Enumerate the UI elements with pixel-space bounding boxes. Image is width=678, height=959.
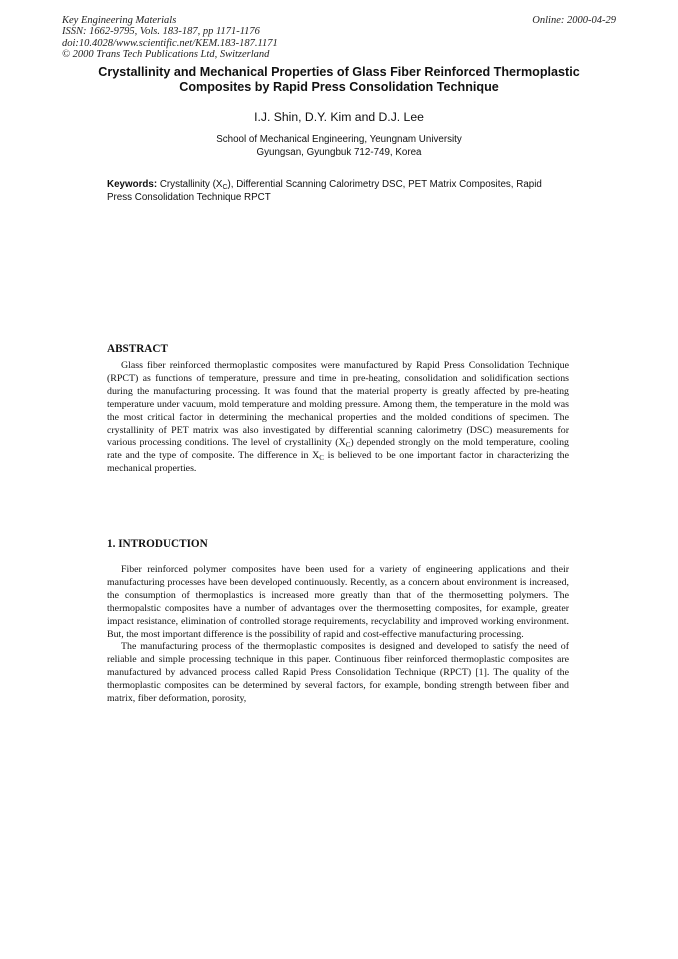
affiliation (0, 134, 678, 159)
abstract-body (107, 360, 569, 476)
introduction-body (107, 564, 569, 706)
keywords-label: Keywords: (107, 179, 158, 190)
abstract-heading: ABSTRACT (107, 343, 168, 355)
abstract-text-1: Glass fiber reinforced thermoplastic composites were manufactured by Rapid Press Consolidation Technique (RPCT) as functions of temperature, pressure and time in pre-heating, consolidation and solidification sections during the manufacturing processing. It was found that the material property is greatly affected by pre-heating temperature under vacuum, mold temperature and molding pressure. Among them, the temperature in the mold was the most critical factor in determining the mechanical properties and the molded conditions of specimen. The crystallinity of PET matrix was also investigated by differential scanning calorimetry (DSC) measurements for various processing conditions. The level of crystallinity (X (107, 360, 569, 449)
introduction-paragraph-1: Fiber reinforced polymer composites have been used for a variety of engineering applications and their manufacturing processes have been developed continuously. Recently, as a concern about environment is increased, the consumption of thermoplastics is increased more greatly than that of the thermosetting polymers. The thermopalstic composites have a number of advantages over the thermosetting composites, for example, greater impact resistance, elimination of controlled storage requirements, recyclability and improved working environment. But, the most important difference is the possibility of rapid and cost-effective manufacturing processing. (107, 564, 569, 640)
keywords (107, 178, 567, 204)
abstract-text-3: is believed to be one important factor in characterizing the mechanical properties. (107, 450, 569, 475)
abstract-subscript-1: C (345, 441, 351, 450)
doi-line: doi:10.4028/www.scientific.net/KEM.183-187.1171 (62, 37, 278, 49)
journal-name: Key Engineering Materials (62, 15, 177, 26)
keywords-subscript: C (222, 184, 228, 191)
abstract-subscript-2: C (319, 454, 324, 463)
keywords-text-1: Crystallinity (X (159, 179, 223, 190)
journal-header (62, 15, 278, 61)
introduction-paragraph-2: The manufacturing process of the thermoplastic composites is designed and developed to satisfy the need of reliable and simple processing technique in this paper. Continuous fiber reinforced thermoplastic composites are manufactured by advanced process called Rapid Press Consolidation Technique (RPCT) [1]. The quality of the thermoplastic composites can be determined by several factors, for example, bonding strength between fiber and matrix, fiber deformation, porosity, (107, 641, 569, 705)
authors: I.J. Shin, D.Y. Kim and D.J. Lee (254, 110, 424, 124)
paper-title: Crystallinity and Mechanical Properties of Glass Fiber Reinforced Thermoplastic Composites by Rapid Press Consolidation Technique (98, 65, 580, 94)
abstract-text-2: ) depended strongly on the mold temperature, cooling rate and the type of composite. The difference in X (107, 437, 569, 462)
keywords-text-2: ), Differential Scanning Calorimetry DSC, PET Matrix Composites, Rapid Press Consolidation Technique RPCT (107, 179, 542, 203)
introduction-heading: 1. INTRODUCTION (107, 538, 208, 550)
affiliation-line-2: Gyungsan, Gyungbuk 712-749, Korea (256, 146, 422, 158)
copyright-line: © 2000 Trans Tech Publications Ltd, Switzerland (62, 49, 270, 61)
affiliation-line-1: School of Mechanical Engineering, Yeungnam University (216, 134, 462, 145)
issn-line: ISSN: 1662-9795, Vols. 183-187, pp 1171-1176 (62, 26, 260, 38)
online-date: Online: 2000-04-29 (532, 15, 616, 26)
